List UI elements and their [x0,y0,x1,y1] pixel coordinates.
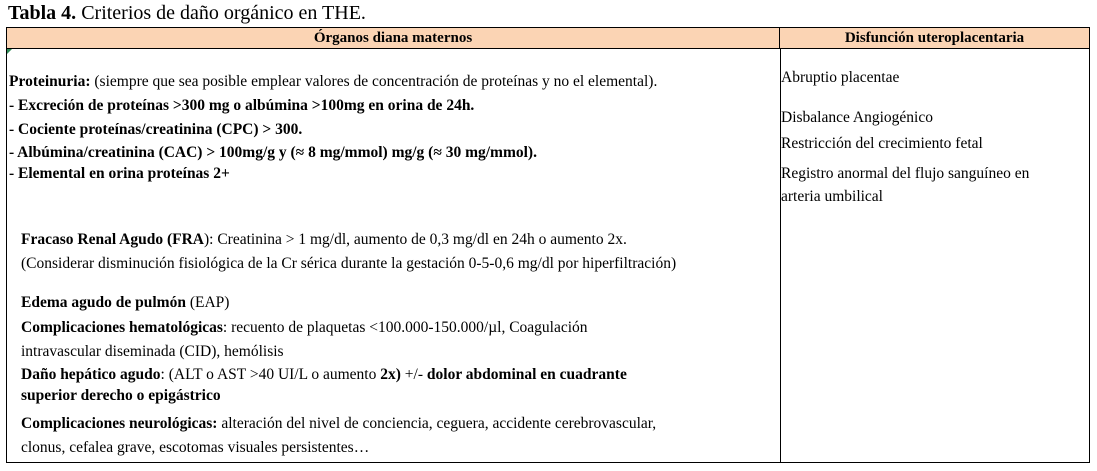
right-item-disbalance: Disbalance Angiogénico [781,109,933,126]
hema-line-2: intravascular diseminada (CID), hemólisis [21,343,284,360]
proteinuria-item-1-text: - Excreción de proteínas >300 mg o albúmina >100mg en orina de 24h. [9,97,475,114]
fra-note: (Considerar disminución fisiológica de la Cr sérica durante la gestación 0-5-0,6 mg/dl por hiperfiltración) [21,255,677,272]
right-item-registro: Registro anormal del flujo sanguíneo en [781,165,1030,182]
hep-bold-3: dolor abdominal en cuadrante [426,366,627,383]
hep-line [21,365,627,385]
table-title: Criterios de daño orgánico en THE. [81,2,366,24]
fra-label: Fracaso Renal Agudo (FRA [21,231,204,248]
neuro-line [21,414,656,434]
neuro-label: Complicaciones neurológicas: [21,415,218,432]
header-organos-diana: Órganos diana maternos [7,28,780,49]
neuro-line-2: clonus, cefalea grave, escotomas visuales persistentes… [21,439,370,456]
hema-text: : recuento de plaquetas <100.000-150.000/µl, Coagulación [222,319,588,336]
proteinuria-item-4-text: - Elemental en orina proteínas 2+ [9,165,230,182]
proteinuria-item-3-text: - Albúmina/creatinina (CAC) > 100mg/g y (≈ 8 mg/mmol) mg/g (≈ 30 mg/mmol). [9,144,537,161]
cell-marker [7,49,12,54]
proteinuria-label: Proteinuria: [9,73,91,90]
hep-text-2: +/- [400,366,427,383]
header-disfuncion-uteroplacentaria: Disfunción uteroplacentaria [780,28,1089,49]
proteinuria-item-4 [9,164,230,184]
proteinuria-item-3 [9,143,537,163]
table-number: Tabla 4. [8,2,77,24]
right-item-restriccion: Restricción del crecimiento fetal [781,135,983,152]
hep-line-2-text: superior derecho o epigástrico [21,387,221,404]
hep-text-1: : (ALT o AST >40 UI/L o aumento [160,366,381,383]
eap-line [21,293,229,313]
hema-label: Complicaciones hematológicas [21,319,223,336]
proteinuria-text: (siempre que sea posible emplear valores de concentración de proteínas y no el elemental). [90,73,658,90]
fra-text: ): Creatinina > 1 mg/dl, aumento de 0,3 mg/dl en 24h o aumento 2x. [203,231,627,248]
right-item-abruptio: Abruptio placentae [781,69,900,86]
hep-line-2 [21,386,221,406]
hep-bold-2: 2x) [380,366,401,383]
proteinuria-item-2 [9,120,302,140]
fra-line [21,230,627,250]
proteinuria-item-2-text: - Cociente proteínas/creatinina (CPC) > 300. [9,121,303,138]
hema-line [21,318,588,338]
table-caption [8,1,366,25]
eap-label: Edema agudo de pulmón [21,294,186,311]
eap-text: (EAP) [185,294,230,311]
proteinuria-line [9,72,657,92]
neuro-text: alteración del nivel de conciencia, ceguera, accidente cerebrovascular, [217,415,657,432]
hep-label: Daño hepático agudo [21,366,161,383]
right-item-registro-2: arteria umbilical [781,188,883,205]
proteinuria-item-1 [9,96,474,116]
